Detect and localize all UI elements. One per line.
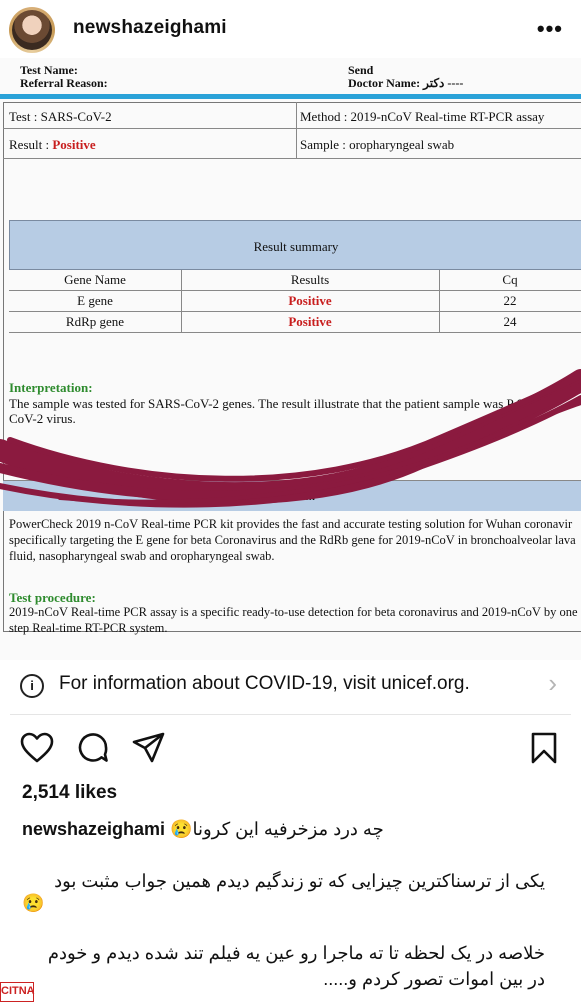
- scribble-overlay: [0, 58, 581, 660]
- post-header: [0, 0, 581, 58]
- more-options-icon[interactable]: •••: [536, 16, 563, 41]
- result-label: Result :: [9, 137, 53, 152]
- bookmark-icon[interactable]: [530, 732, 558, 769]
- comment-icon[interactable]: [77, 732, 109, 769]
- procedure-heading: Test procedure:: [9, 590, 96, 605]
- covid-info-banner[interactable]: [10, 660, 571, 715]
- col-header: Results: [290, 272, 330, 287]
- covid-info-text[interactable]: For information about COVID-19, visit unicef.org.: [59, 673, 470, 694]
- caption-line-3: خلاصه در یک لحظه تا ته ماجرا رو عین یه فیلم تند شده دیدم و خودم: [47, 943, 545, 963]
- interpretation-text: The sample was tested for SARS-CoV-2 genes. The result illustrate that the patient sample was P SARS-CoV-2 virus.: [9, 396, 554, 426]
- gene-cell: RdRp gene: [65, 314, 125, 329]
- intro-title: ...ntal Infor...: [243, 488, 316, 503]
- doctor-name-label: Doctor Name: دکتر ----: [348, 76, 464, 90]
- procedure-text: 2019-nCoV Real-time PCR assay is a specific ready-to-use detection for beta coronavirus and 2019-nCoV by one step Real-time RT-PCR system.: [9, 605, 578, 635]
- post-image[interactable]: [0, 58, 581, 660]
- avatar-story-ring[interactable]: [9, 7, 55, 53]
- citna-watermark-logo: CITNA: [0, 982, 34, 1002]
- send-label: Send: [348, 63, 374, 77]
- avatar[interactable]: [12, 10, 52, 50]
- col-header: Cq: [502, 272, 518, 287]
- test-field: Test : SARS-CoV-2: [9, 109, 112, 124]
- result-summary-title: Result summary: [253, 239, 339, 254]
- cq-cell: 22: [503, 293, 517, 308]
- caption-line-4: در بین اموات تصور کردم و.....: [323, 969, 545, 989]
- cq-cell: 24: [503, 314, 517, 329]
- post-actions: [0, 728, 581, 772]
- caption-emoji: 😢: [22, 893, 45, 913]
- interpretation-heading: Interpretation:: [9, 380, 93, 395]
- method-field: Method : 2019-nCoV Real-time RT-PCR assay: [300, 109, 545, 124]
- test-name-label: Test Name:: [20, 63, 78, 77]
- gene-cell: E gene: [77, 293, 113, 308]
- heart-icon[interactable]: [20, 732, 54, 769]
- caption-line-1: [22, 816, 562, 842]
- intro-text: PowerCheck 2019 n-CoV Real-time PCR kit provides the fast and accurate testing solution for Wuhan coronavir specifically targeting the E gene for beta Coronavirus and the RdRb gene for 2019-nCoV in bronchoalveolar lava fluid, nasopharyngeal swab and oropharyngeal swab.: [9, 517, 576, 563]
- send-icon[interactable]: [132, 732, 166, 769]
- caption-username[interactable]: newshazeighami: [22, 819, 166, 839]
- info-icon: i: [20, 674, 44, 698]
- caption-text: چه درد مزخرفیه این کرونا😢: [170, 819, 384, 839]
- result-cell: Positive: [288, 293, 332, 308]
- sample-field: Sample : oropharyngeal swab: [300, 137, 455, 152]
- chevron-right-icon[interactable]: ›: [548, 668, 557, 698]
- referral-reason-label: Referral Reason:: [20, 76, 108, 90]
- post-username[interactable]: newshazeighami: [73, 17, 227, 38]
- likes-count[interactable]: 2,514 likes: [22, 782, 118, 803]
- result-value: Positive: [52, 137, 96, 152]
- caption: [22, 816, 562, 842]
- col-header: Gene Name: [64, 272, 126, 287]
- result-cell: Positive: [288, 314, 332, 329]
- caption-line-2: یکی از ترسناکترین چیزایی که تو زندگیم دیدم همین جواب مثبت بود: [54, 871, 545, 891]
